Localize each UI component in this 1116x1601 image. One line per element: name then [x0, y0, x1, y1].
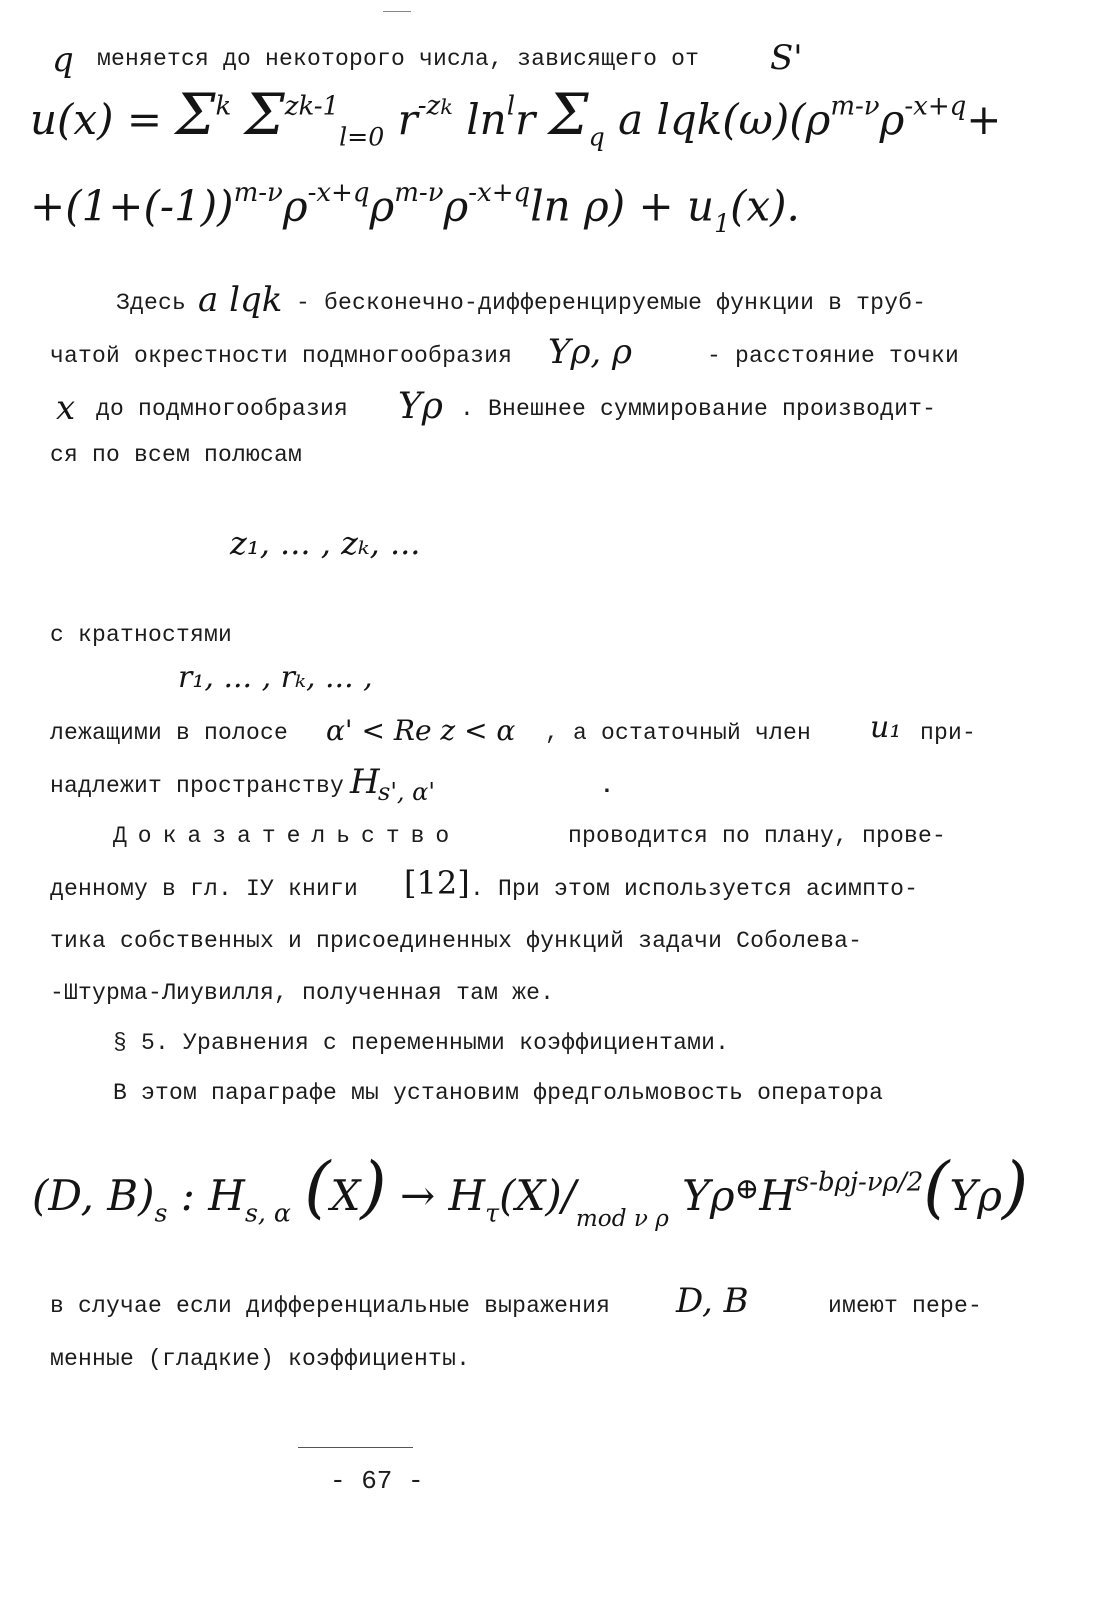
text-line-p9b: . При этом используется асимпто- — [470, 876, 919, 902]
handwritten-alqk: a lqk — [198, 280, 283, 320]
text-line-p5: с кратностями — [50, 622, 233, 648]
formula-poles: z₁, ... , zₖ, ... — [230, 524, 421, 562]
text-line-p13b: имеют пере- — [828, 1293, 983, 1319]
text-line-zdes: Здесь — [116, 290, 187, 316]
citation-ref: [12] — [404, 864, 470, 902]
text-line-p12: В этом параграфе мы установим фредгольмовость оператора — [113, 1080, 884, 1106]
top-scan-mark — [383, 11, 411, 12]
handwritten-y-rho: Yρ, ρ — [548, 332, 633, 372]
text-line-p8b: проводится по плану, прове- — [568, 823, 947, 849]
handwritten-H-sub: s', α' — [378, 778, 435, 806]
text-line-1: меняется до некоторого числа, зависящего от — [97, 46, 700, 72]
text-line-p3a: до подмногообразия — [96, 396, 349, 422]
text-line-p6b: , а остаточный член — [545, 720, 812, 746]
equation-1-line-1: $u(x) = \Sigma^k$ $\Sigma^{zk-1}_{l=0}$ $r^{-zk}$ $\ln^lr$ $\Sigma_q$ a $lqk(\omega)(\rho^{m-\nu}\rho^{-x+q}+$ — [30, 82, 1002, 152]
section-heading: § 5. Уравнения с переменными коэффициентами. — [113, 1030, 730, 1056]
handwritten-D-B: D, B — [676, 1281, 749, 1321]
handwritten-q: q — [52, 40, 74, 80]
text-line-p3b: . Внешнее суммирование производит- — [460, 396, 937, 422]
page-number: - 67 - — [330, 1466, 424, 1496]
equation-1-line-2: $+(1+(-1))^{m-\nu}\rho^{-x+q}\rho^{m-\nu}\rho^{-x+q}\ln$ $\rho) + u_1(x)$. — [30, 178, 800, 238]
text-line-p7a: надлежит пространству — [50, 773, 345, 799]
text-line-p13a: в случае если дифференциальные выражения — [50, 1293, 611, 1319]
text-line-p2a: чатой окрестности подмногообразия — [50, 343, 513, 369]
handwritten-u1: u₁ — [870, 710, 902, 745]
handwritten-y-rho-2: Yρ — [398, 386, 443, 427]
text-line-p9a: денному в гл. IУ книги — [50, 876, 359, 902]
text-line-p7b: . — [600, 773, 615, 799]
page-number-rule — [298, 1447, 413, 1448]
handwritten-x: x — [56, 388, 76, 428]
text-line-p11: -Штурма-Лиувилля, полученная там же. — [50, 980, 555, 1006]
formula-multiplicities: r₁, ... , rₖ, ... , — [178, 660, 373, 695]
handwritten-strip: α' < Re z < α — [326, 714, 516, 747]
text-line-p6c: при- — [920, 720, 977, 746]
text-line-p4: ся по всем полюсам — [50, 442, 303, 468]
text-line-p14: менные (гладкие) коэффициенты. — [50, 1346, 471, 1372]
handwritten-s-prime: S' — [770, 38, 803, 78]
text-line-p10: тика собственных и присоединенных функций задачи Соболева- — [50, 928, 863, 954]
equation-2: (D, $B)_s$ : $H_{s, \alpha}$ $(X) \to H_\tau(X)/_{mod \nu \rho}$ $Y\rho^\oplus H^{s-b\rho j-\nu\rho/2}(Y\rho)$ — [32, 1148, 1029, 1233]
text-line-p6a: лежащими в полосе — [50, 720, 289, 746]
proof-word: Доказательство — [113, 823, 461, 849]
text-line-p1: - бесконечно-дифференцируемые функции в труб- — [296, 290, 927, 316]
handwritten-H: H — [350, 762, 380, 802]
text-line-p2b: - расстояние точки — [707, 343, 960, 369]
